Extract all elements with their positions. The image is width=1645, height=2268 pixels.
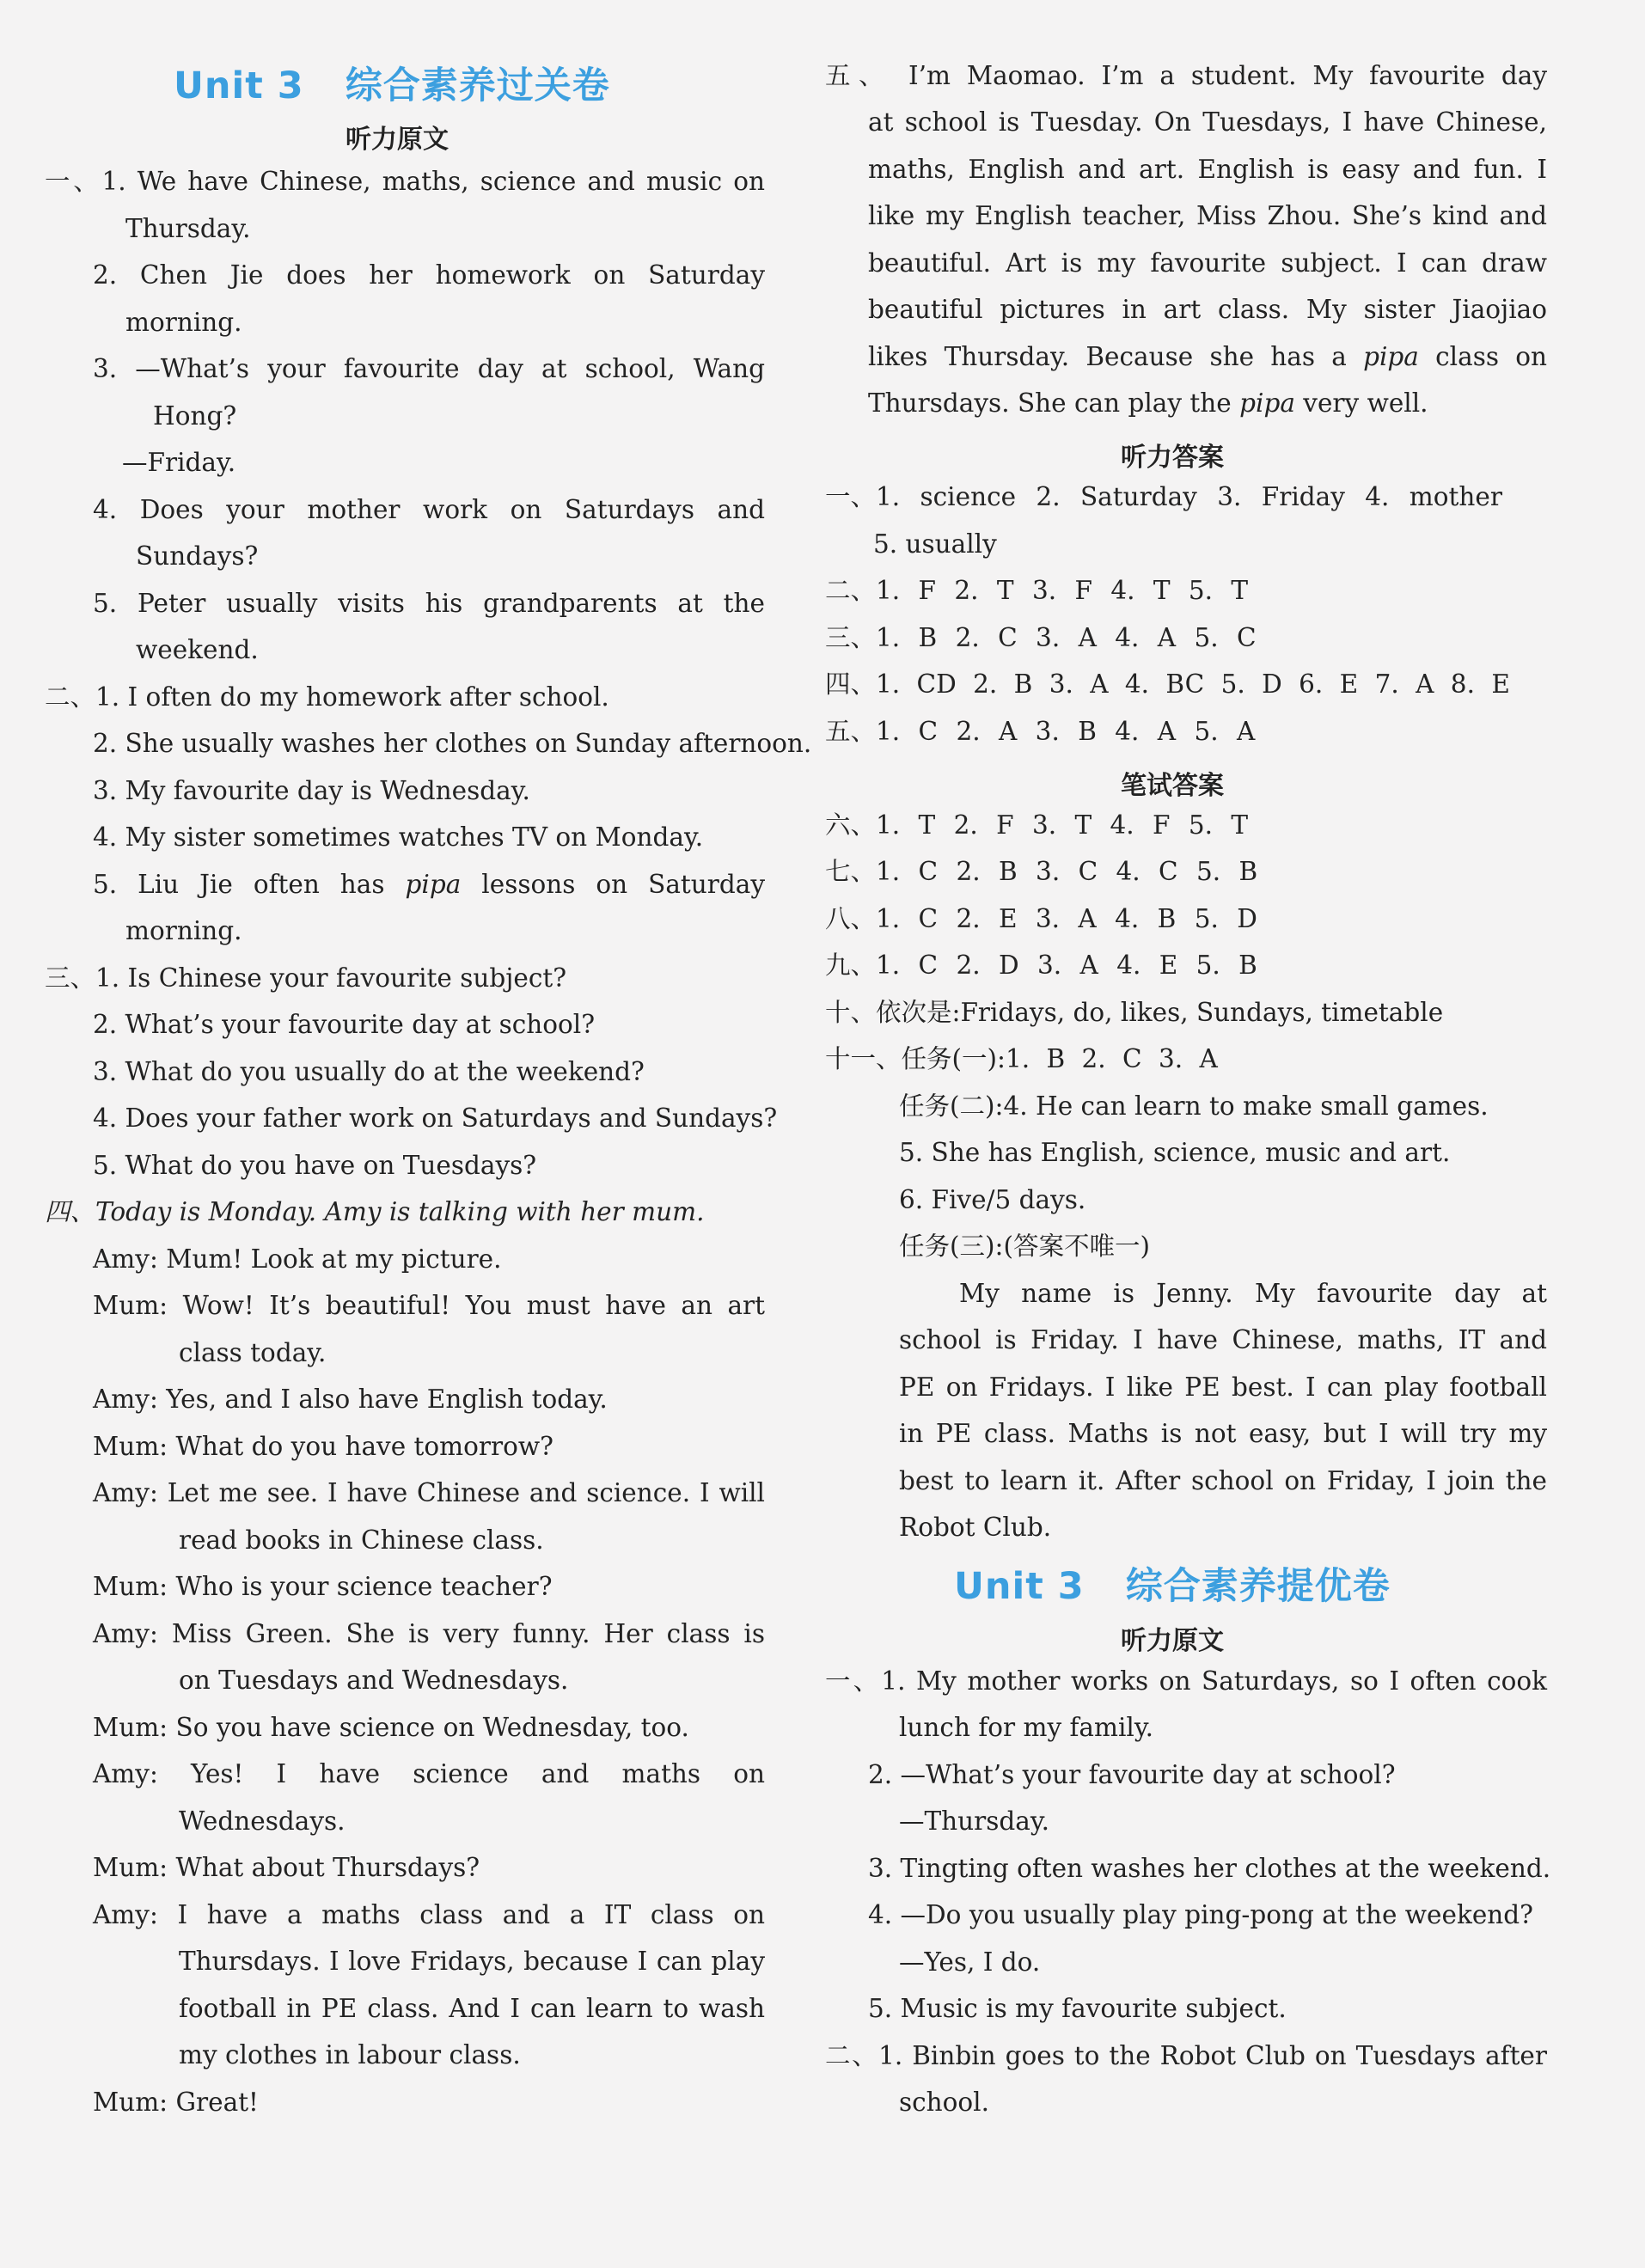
answer-line: 6. Five/5 days.	[899, 1185, 1086, 1214]
section-title-2	[954, 1557, 1391, 1610]
text-line: 四、Today is Monday. Amy is talking with her mum.	[45, 1197, 705, 1226]
answer-line: 八、1. C 2. E 3. A 4. B 5. D	[825, 904, 1257, 933]
text-line: 4. Does your mother work on Saturdays and	[93, 495, 765, 524]
section-title-1	[174, 57, 610, 109]
answer-line: 十、依次是:Fridays, do, likes, Sundays, timetable	[825, 998, 1444, 1027]
italic-word: pipa	[1239, 388, 1295, 418]
text-line: morning.	[125, 308, 242, 337]
text-line: Mum: Wow! It’s beautiful! You must have an art	[93, 1291, 765, 1320]
written-answers-heading: 笔试答案	[1121, 771, 1224, 801]
text-line: my clothes in labour class.	[179, 2040, 521, 2069]
text-line: morning.	[125, 916, 242, 945]
text-line: read books in Chinese class.	[179, 1525, 544, 1555]
text-line: 3. —What’s your favourite day at school, Wang	[93, 354, 765, 383]
text-line: 4. My sister sometimes watches TV on Monday.	[93, 822, 704, 852]
text-line: maths, English and art. English is easy and fun. I	[868, 155, 1547, 184]
text-line: 5. Music is my favourite subject.	[868, 1994, 1287, 2023]
text-line: 4. —Do you usually play ping-pong at the weekend?	[868, 1900, 1533, 1929]
text-line: 2. —What’s your favourite day at school?	[868, 1760, 1396, 1789]
text-line: Mum: What do you have tomorrow?	[93, 1432, 553, 1461]
text-line: 5. What do you have on Tuesdays?	[93, 1151, 537, 1180]
text-line: Sundays?	[136, 541, 259, 571]
text-line: at school is Tuesday. On Tuesdays, I have Chinese,	[868, 107, 1547, 137]
text-line: Amy: Mum! Look at my picture.	[93, 1244, 502, 1274]
text-line: Mum: So you have science on Wednesday, too.	[93, 1713, 689, 1742]
text-line: Amy: Yes! I have science and maths on	[93, 1759, 765, 1788]
answer-line: My name is Jenny. My favourite day at	[959, 1279, 1547, 1308]
answer-line: in PE class. Maths is not easy, but I will try my	[899, 1419, 1547, 1448]
answer-line: PE on Fridays. I like PE best. I can play football	[899, 1372, 1547, 1402]
answer-line: 九、1. C 2. D 3. A 4. E 5. B	[825, 951, 1257, 980]
answer-line: 5. usually	[873, 529, 997, 559]
text-line: 4. Does your father work on Saturdays and Sundays?	[93, 1103, 778, 1133]
text-line: 五、 I’m Maomao. I’m a student. My favourite day	[825, 61, 1547, 90]
answer-line: 五、1. C 2. A 3. B 4. A 5. A	[825, 717, 1256, 746]
title-cn: 综合素养过关卷	[345, 64, 610, 107]
listening-answers-heading: 听力答案	[1121, 443, 1224, 473]
answer-line: 一、1. science 2. Saturday 3. Friday 4. mother	[825, 482, 1502, 511]
text-line: Amy: I have a maths class and a IT class on	[93, 1900, 765, 1929]
text-line: —Friday.	[122, 448, 236, 477]
text-line: lunch for my family.	[899, 1713, 1153, 1742]
answer-line: 二、1. F 2. T 3. F 4. T 5. T	[825, 576, 1249, 605]
answer-line: 5. She has English, science, music and art.	[899, 1138, 1451, 1167]
answer-line: 任务(三):(答案不唯一)	[899, 1232, 1150, 1261]
text-line: class today.	[179, 1338, 327, 1367]
text-line: Mum: What about Thursdays?	[93, 1853, 480, 1882]
text-line: Mum: Who is your science teacher?	[93, 1572, 553, 1601]
italic-word: pipa	[1363, 342, 1419, 371]
text-line: Amy: Let me see. I have Chinese and science. I will	[93, 1478, 765, 1507]
text-line: 5. Peter usually visits his grandparents at the	[93, 589, 765, 618]
answer-line: 三、1. B 2. C 3. A 4. A 5. C	[825, 623, 1257, 652]
text-line: Thursdays. I love Fridays, because I can play	[179, 1947, 765, 1976]
text-line: football in PE class. And I can learn to wash	[179, 1994, 765, 2023]
italic-word: pipa	[405, 870, 462, 899]
text-line: Amy: Miss Green. She is very funny. Her class is	[93, 1619, 765, 1648]
text-line: Thursdays. She can play the pipa very well.	[868, 388, 1428, 418]
text-line: 一、1. My mother works on Saturdays, so I often cook	[825, 1666, 1547, 1696]
text-line: 二、1. I often do my homework after school.	[45, 682, 609, 712]
text-line: 二、1. Binbin goes to the Robot Club on Tuesdays after	[825, 2041, 1547, 2070]
answer-line: 六、1. T 2. F 3. T 4. F 5. T	[825, 810, 1249, 840]
answer-line: best to learn it. After school on Friday, I join the	[899, 1466, 1547, 1495]
listening-script-heading-2: 听力原文	[1121, 1626, 1224, 1656]
text-line: Thursday.	[125, 214, 251, 243]
text-line: —Thursday.	[899, 1806, 1050, 1836]
text-line: weekend.	[136, 635, 259, 664]
answer-line: Robot Club.	[899, 1513, 1052, 1542]
text-line: 2. Chen Jie does her homework on Saturday	[93, 260, 765, 290]
text-line: 2. What’s your favourite day at school?	[93, 1010, 596, 1039]
answer-line: 十一、任务(一):1. B 2. C 3. A	[825, 1044, 1218, 1073]
text-line: Amy: Yes, and I also have English today.	[93, 1385, 608, 1414]
text-line: 三、1. Is Chinese your favourite subject?	[45, 963, 567, 993]
answer-line: 七、1. C 2. B 3. C 4. C 5. B	[825, 857, 1258, 886]
text-line: likes Thursday. Because she has a pipa class on	[868, 342, 1547, 371]
listening-script-heading: 听力原文	[346, 125, 449, 155]
title-unit: Unit 3	[954, 1565, 1085, 1608]
answer-line: school is Friday. I have Chinese, maths, IT and	[899, 1325, 1547, 1354]
text-line: Mum: Great!	[93, 2088, 259, 2117]
text-line: 3. My favourite day is Wednesday.	[93, 776, 530, 805]
text-line: like my English teacher, Miss Zhou. She’s kind and	[868, 201, 1547, 230]
text-line: 5. Liu Jie often has pipa lessons on Saturday	[93, 870, 765, 899]
text-line: 一、1. We have Chinese, maths, science and music on	[45, 167, 765, 196]
text-line: school.	[899, 2088, 989, 2117]
text-line: beautiful pictures in art class. My sister Jiaojiao	[868, 295, 1547, 324]
answer-line: 四、1. CD 2. B 3. A 4. BC 5. D 6. E 7. A 8. E	[825, 669, 1510, 699]
text-line: Hong?	[153, 401, 237, 431]
text-line: on Tuesdays and Wednesdays.	[179, 1666, 569, 1695]
answer-line: 任务(二):4. He can learn to make small games.	[899, 1091, 1489, 1121]
text-line: 3. What do you usually do at the weekend?	[93, 1057, 645, 1086]
text-line: —Yes, I do.	[899, 1947, 1041, 1977]
text-line: beautiful. Art is my favourite subject. I can draw	[868, 248, 1547, 278]
title-cn: 综合素养提优卷	[1125, 1565, 1391, 1608]
text-line: Wednesdays.	[179, 1806, 346, 1836]
text-line: 3. Tingting often washes her clothes at the weekend.	[868, 1854, 1551, 1883]
title-unit: Unit 3	[174, 64, 304, 107]
text-line: 2. She usually washes her clothes on Sunday afternoon.	[93, 729, 812, 758]
